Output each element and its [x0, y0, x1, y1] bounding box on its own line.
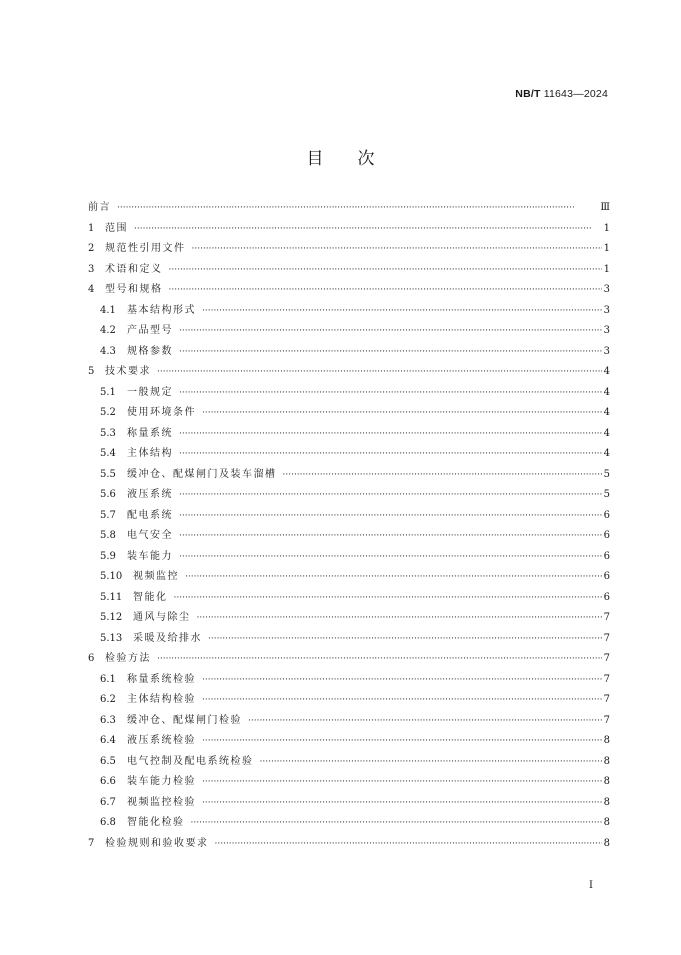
toc-entry-number: 5.10 [100, 571, 123, 582]
toc-leader-dots [260, 752, 602, 773]
toc-entry-label: 电气安全 [127, 530, 173, 541]
toc-entry-page: Ⅲ [600, 202, 610, 213]
toc-entry-number: 6.8 [100, 817, 116, 828]
toc-entry-number: 5.12 [100, 612, 123, 623]
toc-entry-page: 4 [603, 366, 610, 377]
toc-entry-label: 视频监控检验 [127, 796, 196, 808]
toc-entry-label: 主体结构 [127, 448, 173, 459]
toc-entry[interactable] [88, 465, 610, 486]
toc-entry-number: 5.1 [100, 386, 116, 398]
toc-leader-dots [179, 321, 602, 342]
toc-entry-number: 5.11 [100, 591, 123, 603]
toc-entry[interactable] [88, 424, 610, 445]
toc-entry[interactable] [88, 321, 610, 342]
toc-entry[interactable] [88, 444, 610, 465]
toc-entry-page: 8 [603, 776, 610, 787]
toc-entry-number: 4.3 [100, 345, 116, 357]
toc-entry-number: 6.3 [100, 714, 116, 726]
toc-entry-page: 1 [603, 263, 610, 275]
toc-entry[interactable] [88, 301, 610, 322]
toc-leader-dots [197, 608, 602, 629]
toc-entry[interactable] [88, 219, 610, 240]
toc-leader-dots [202, 731, 602, 752]
toc-entry-label: 规范性引用文件 [105, 243, 186, 254]
title-part-1: 目 [306, 149, 324, 169]
toc-entry-page: 8 [603, 837, 610, 849]
toc-entry-label: 技术要求 [105, 366, 151, 377]
toc-leader-dots [248, 711, 602, 732]
toc-entry-label: 缓冲仓、配煤闸门及装车溜槽 [127, 468, 277, 480]
toc-entry[interactable] [88, 342, 610, 363]
toc-entry-number: 6.7 [100, 796, 116, 808]
toc-entry-page: 8 [603, 817, 610, 828]
toc-entry-label: 通风与除尘 [133, 612, 191, 623]
toc-leader-dots [169, 260, 602, 281]
toc-leader-dots [157, 649, 602, 670]
toc-leader-dots [179, 342, 602, 363]
toc-entry[interactable] [88, 383, 610, 404]
toc-entry-label: 使用环境条件 [127, 407, 196, 418]
toc-leader-dots [179, 383, 602, 404]
toc-leader-dots [202, 690, 602, 711]
toc-entry-label: 装车能力检验 [127, 776, 196, 787]
toc-entry[interactable] [88, 608, 610, 629]
toc-leader-dots [202, 403, 602, 424]
toc-leader-dots [179, 506, 602, 527]
toc-entry[interactable] [88, 793, 610, 814]
toc-leader-dots [174, 588, 602, 609]
toc-entry-label: 检验方法 [105, 653, 151, 664]
toc-entry-label: 电气控制及配电系统检验 [127, 755, 254, 767]
toc-entry-page: 1 [603, 222, 610, 234]
toc-entry[interactable] [88, 731, 610, 752]
toc-leader-dots [202, 301, 602, 322]
toc-entry-number: 7 [88, 837, 95, 849]
toc-leader-dots [179, 485, 602, 506]
toc-entry-label: 视频监控 [133, 571, 179, 582]
standard-code [515, 88, 608, 100]
toc-entry-label: 产品型号 [127, 325, 173, 336]
toc-entry-label: 前言 [88, 202, 111, 213]
toc-entry-page: 8 [603, 796, 610, 808]
toc-entry[interactable] [88, 772, 610, 793]
standard-prefix: NB/T [515, 88, 541, 100]
toc-entry-label: 配电系统 [127, 509, 173, 521]
toc-entry-page: 6 [603, 550, 610, 562]
toc-entry-label: 检验规则和验收要求 [105, 837, 209, 849]
toc-entry[interactable] [88, 547, 610, 568]
toc-entry-page: 6 [603, 571, 610, 582]
toc-entry-number: 4.1 [100, 304, 116, 316]
toc-entry-label: 一般规定 [127, 386, 173, 398]
toc-entry-page: 7 [603, 632, 610, 644]
toc-leader-dots [157, 362, 602, 383]
toc-entry-page: 4 [603, 448, 610, 459]
toc-entry-number: 6.2 [100, 694, 116, 705]
title-part-2: 次 [357, 149, 375, 169]
toc-entry-number: 5.7 [100, 509, 116, 521]
toc-entry-page: 5 [603, 489, 610, 500]
toc-leader-dots [202, 772, 602, 793]
toc-leader-dots [215, 834, 602, 855]
toc-entry-number: 1 [88, 222, 95, 234]
toc-entry-page: 7 [603, 653, 610, 664]
toc-entry-page: 1 [603, 243, 610, 254]
toc-entry-number: 4 [88, 284, 95, 295]
toc-entry-page: 3 [603, 284, 610, 295]
toc-entry-number: 5.3 [100, 427, 116, 439]
toc-entry[interactable] [88, 198, 610, 219]
toc-entry-label: 称量系统 [127, 427, 173, 439]
toc-entry-page: 8 [603, 735, 610, 746]
toc-leader-dots [179, 444, 602, 465]
toc-entry-number: 4.2 [100, 325, 116, 336]
toc-entry-number: 3 [88, 263, 95, 275]
toc-entry-page: 7 [603, 612, 610, 623]
table-of-contents [88, 198, 610, 854]
toc-entry[interactable] [88, 567, 610, 588]
toc-entry-number: 5.2 [100, 407, 116, 418]
toc-entry-number: 6 [88, 653, 95, 664]
toc-entry[interactable] [88, 403, 610, 424]
toc-entry-number: 5 [88, 366, 95, 377]
toc-entry-number: 5.4 [100, 448, 116, 459]
toc-entry-number: 6.4 [100, 735, 116, 746]
toc-entry-page: 5 [603, 468, 610, 480]
toc-entry-label: 规格参数 [127, 345, 173, 357]
toc-entry-page: 6 [603, 591, 610, 603]
toc-leader-dots [179, 547, 602, 568]
toc-leader-dots [283, 465, 602, 486]
toc-entry-number: 5.6 [100, 489, 116, 500]
page-title [0, 144, 681, 169]
standard-number: 11643—2024 [543, 88, 608, 100]
toc-entry-page: 4 [603, 427, 610, 439]
toc-entry[interactable] [88, 506, 610, 527]
toc-leader-dots [169, 280, 602, 301]
toc-leader-dots [134, 219, 602, 240]
toc-entry[interactable] [88, 834, 610, 855]
toc-entry[interactable] [88, 485, 610, 506]
toc-entry-label: 智能化 [133, 591, 168, 603]
toc-leader-dots [202, 793, 602, 814]
toc-entry-page: 6 [603, 530, 610, 541]
toc-entry[interactable] [88, 526, 610, 547]
toc-entry-number: 5.5 [100, 468, 116, 480]
toc-entry-label: 缓冲仓、配煤闸门检验 [127, 714, 242, 726]
toc-entry[interactable] [88, 813, 610, 834]
toc-leader-dots [185, 567, 602, 588]
toc-entry-page: 3 [603, 325, 610, 336]
toc-entry-page: 4 [603, 407, 610, 418]
toc-leader-dots [179, 526, 602, 547]
toc-entry-label: 智能化检验 [127, 817, 185, 828]
toc-entry-label: 术语和定义 [105, 263, 163, 275]
toc-entry-page: 7 [603, 714, 610, 726]
toc-entry-label: 采暖及给排水 [133, 632, 202, 644]
toc-entry-number: 6.1 [100, 673, 116, 685]
toc-entry-page: 8 [603, 755, 610, 767]
toc-entry-label: 主体结构检验 [127, 694, 196, 705]
toc-leader-dots [208, 629, 602, 650]
toc-entry-label: 范围 [105, 222, 128, 234]
toc-entry[interactable] [88, 239, 610, 260]
toc-entry-number: 2 [88, 243, 95, 254]
toc-entry-label: 液压系统 [127, 489, 173, 500]
toc-leader-dots [117, 198, 598, 219]
toc-entry-page: 7 [603, 673, 610, 685]
toc-entry[interactable] [88, 649, 610, 670]
toc-entry[interactable] [88, 690, 610, 711]
toc-leader-dots [191, 813, 602, 834]
toc-entry-page: 6 [603, 509, 610, 521]
toc-leader-dots [192, 239, 602, 260]
toc-entry-label: 液压系统检验 [127, 735, 196, 746]
toc-entry-label: 基本结构形式 [127, 304, 196, 316]
toc-entry-label: 装车能力 [127, 550, 173, 562]
toc-entry-number: 5.9 [100, 550, 116, 562]
toc-entry-label: 型号和规格 [105, 284, 163, 295]
toc-entry-number: 6.5 [100, 755, 116, 767]
toc-entry-number: 5.13 [100, 632, 123, 644]
toc-entry[interactable] [88, 362, 610, 383]
toc-leader-dots [202, 670, 602, 691]
toc-entry[interactable] [88, 711, 610, 732]
toc-entry[interactable] [88, 629, 610, 650]
toc-entry-number: 6.6 [100, 776, 116, 787]
page-number: I [589, 880, 593, 891]
toc-entry-page: 7 [603, 694, 610, 705]
toc-entry-number: 5.8 [100, 530, 116, 541]
toc-entry[interactable] [88, 588, 610, 609]
toc-entry[interactable] [88, 260, 610, 281]
toc-entry-label: 称量系统检验 [127, 673, 196, 685]
toc-leader-dots [179, 424, 602, 445]
toc-entry-page: 3 [603, 304, 610, 316]
toc-entry-page: 4 [603, 386, 610, 398]
toc-entry[interactable] [88, 670, 610, 691]
toc-entry[interactable] [88, 752, 610, 773]
toc-entry-page: 3 [603, 345, 610, 357]
toc-entry[interactable] [88, 280, 610, 301]
